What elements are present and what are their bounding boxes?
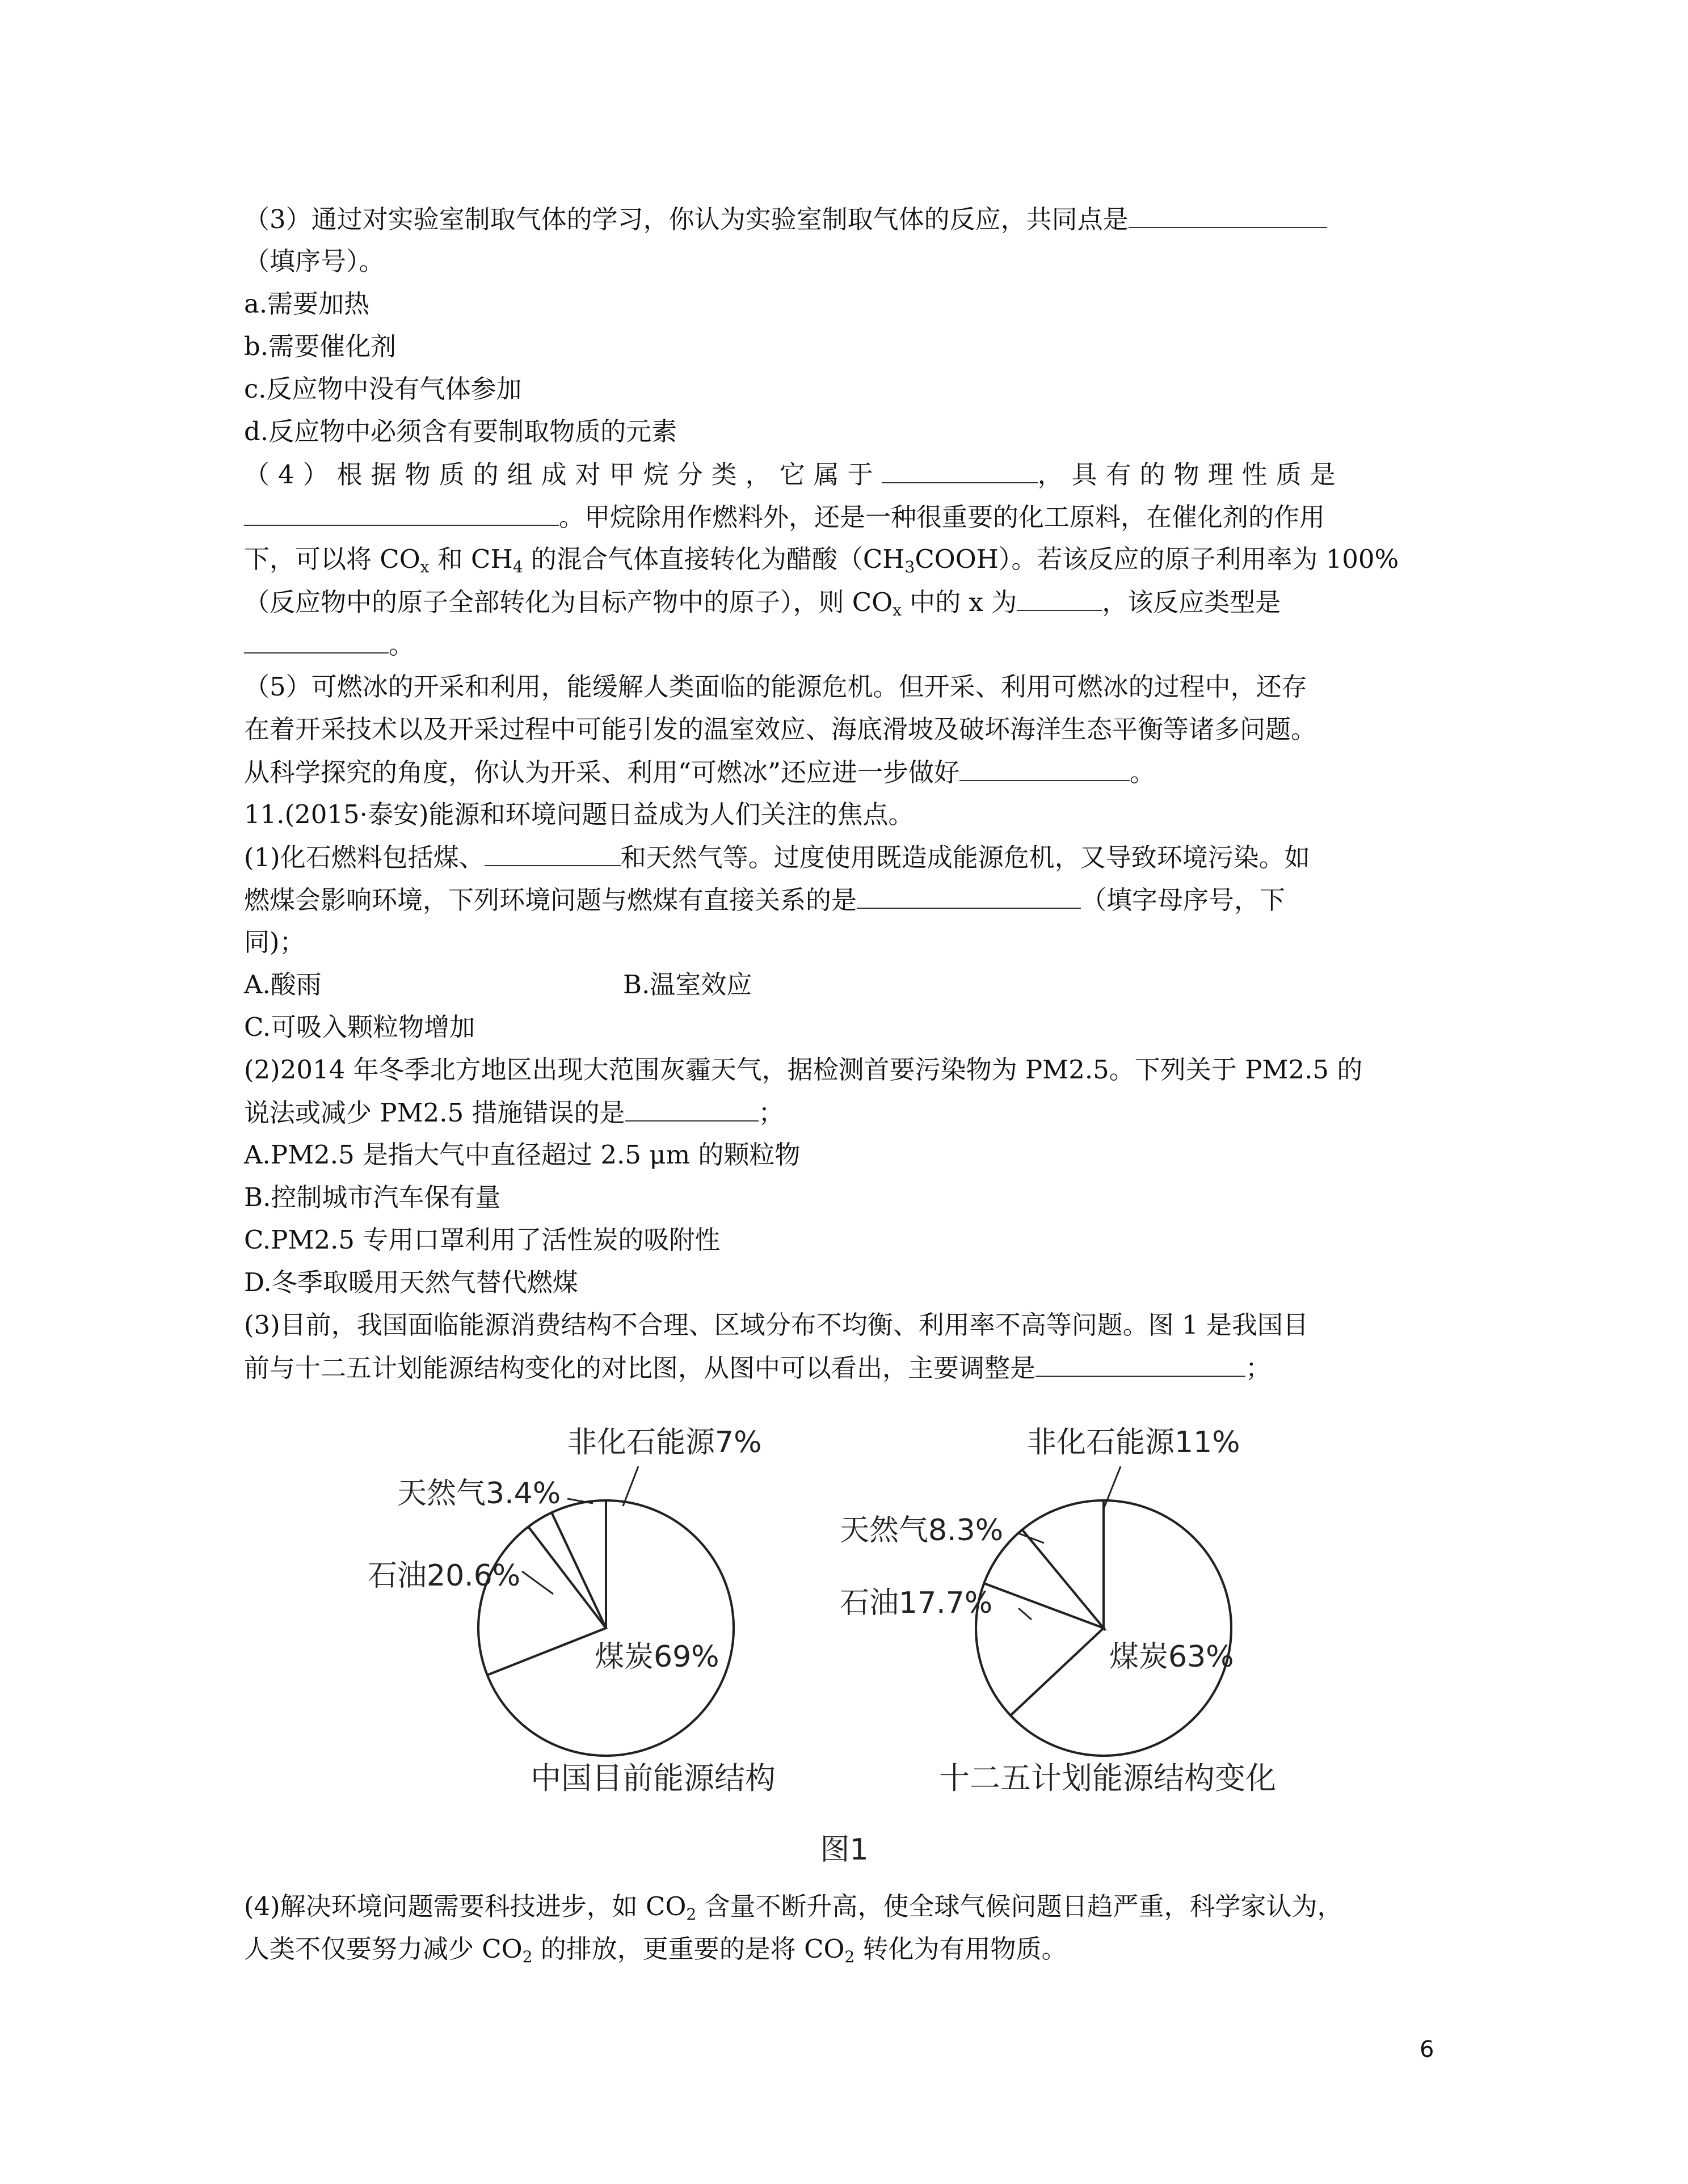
q5-answer-blank[interactable] xyxy=(959,755,1130,781)
figure-1 xyxy=(340,1401,1339,1878)
q11-p1-line-3: 同)； xyxy=(244,927,305,957)
q11-p2-line-2: 说法或减少 PM2.5 措施错误的是 ； xyxy=(244,1095,784,1130)
q4-line-1: （4）根据物质的组成对甲烷分类，它属于 ，具有的物理性质是 xyxy=(244,457,1344,492)
q11-p3-line-2: 前与十二五计划能源结构变化的对比图，从图中可以看出，主要调整是 ； xyxy=(244,1351,1271,1385)
q11-title: 11.(2015·泰安)能源和环境问题日益成为人们关注的焦点。 xyxy=(244,799,914,829)
q4-line-4: （反应物中的原子全部转化为目标产物中的原子），则 $CO_x$ 中的 x 为 ，该反应类型是 xyxy=(244,585,1281,619)
pie1-title: 中国目前能源结构 xyxy=(531,1760,776,1796)
q4-blank-x-value[interactable] xyxy=(1017,585,1102,611)
q11-blank-fossil-fuel[interactable] xyxy=(485,840,621,866)
pie2-label-nonfossil: 非化石能源11% xyxy=(1027,1426,1240,1460)
q3-line-2: （填序号）。 xyxy=(244,246,385,276)
q4-blank-classify[interactable] xyxy=(882,457,1038,483)
pie2-label-gas: 天然气8.3% xyxy=(840,1513,1004,1548)
q11-blank-pm25[interactable] xyxy=(625,1095,759,1121)
q11-p1-line-2: 燃煤会影响环境，下列环境问题与燃煤有直接关系的是 （填字母序号，下 xyxy=(244,883,1285,917)
pie-chart-12th-plan xyxy=(976,1500,1231,1756)
q3-line-1 xyxy=(244,202,1327,237)
q3-option-d: d.反应物中必须含有要制取物质的元素 xyxy=(244,416,677,446)
pie1-label-oil: 石油20.6% xyxy=(368,1559,521,1593)
q4-line-5: 。 xyxy=(244,627,414,662)
q11-p1-option-b: B.温室效应 xyxy=(623,969,752,1000)
q11-blank-adjustment[interactable] xyxy=(1035,1351,1245,1377)
q11-blank-coal-problem[interactable] xyxy=(857,883,1081,909)
pie1-label-coal: 煤炭69% xyxy=(595,1640,719,1674)
pie2-label-coal: 煤炭63% xyxy=(1109,1640,1234,1674)
q4-line-3: 下，可以将 $CO_x$ 和 $CH_4$ 的混合气体直接转化为醋酸$(CH_3COOH)$。若该反应的原子利用率为 100% xyxy=(244,544,1399,576)
q4-blank-physical-property[interactable] xyxy=(244,500,559,526)
q11-p1-line-1: (1)化石燃料包括煤、 和天然气等。过度使用既造成能源危机，又导致环境污染。如 xyxy=(244,840,1310,875)
q11-p2-option-a: A.PM2.5 是指大气中直径超过 2.5 μm 的颗粒物 xyxy=(244,1140,801,1170)
q3-option-b: b.需要催化剂 xyxy=(244,331,397,361)
q11-p2-option-c: C.PM2.5 专用口罩利用了活性炭的吸附性 xyxy=(244,1225,721,1255)
q5-line-2: 在着开采技术以及开采过程中可能引发的温室效应、海底滑坡及破坏海洋生态平衡等诸多问题。 xyxy=(244,714,1317,744)
q3-prefix: （3）通过对实验室制取气体的学习，你认为实验室制取气体的反应，共同点是 xyxy=(244,204,1129,234)
q4-line-2: 。甲烷除用作燃料外，还是一种很重要的化工原料，在催化剂的作用 xyxy=(244,500,1325,534)
q5-line-1: （5）可燃冰的开采和利用，能缓解人类面临的能源危机。但开采、利用可燃冰的过程中，还存 xyxy=(244,672,1307,702)
q11-p4-line-2: 人类不仅要努力减少 $CO_2$ 的排放，更重要的是将 $CO_2$ 转化为有用物质。 xyxy=(244,1934,1067,1966)
pie-chart-current xyxy=(478,1500,734,1756)
pie2-label-oil: 石油17.7% xyxy=(840,1586,993,1620)
q3-option-a: a.需要加热 xyxy=(244,289,370,319)
q11-p3-line-1: (3)目前，我国面临能源消费结构不合理、区域分布不均衡、利用率不高等问题。图 1 是我国目 xyxy=(244,1310,1308,1340)
pie1-label-gas: 天然气3.4% xyxy=(397,1477,561,1511)
q5-line-3: 从科学探究的角度，你认为开采、利用“可燃冰”还应进一步做好 。 xyxy=(244,755,1155,790)
q11-p2-option-d: D.冬季取暖用天然气替代燃煤 xyxy=(244,1267,578,1297)
q4-blank-reaction-type[interactable] xyxy=(244,627,389,653)
q11-p4-line-1: (4)解决环境问题需要科技进步，如 $CO_2$ 含量不断升高，使全球气候问题日趋严重，科学家认为， xyxy=(244,1891,1343,1924)
q11-p1-option-a: A.酸雨 xyxy=(244,969,322,1000)
figure-caption: 图1 xyxy=(820,1833,869,1867)
q11-p2-line-1: (2)2014 年冬季北方地区出现大范围灰霾天气，据检测首要污染物为 PM2.5。下列关于 PM2.5 的 xyxy=(244,1055,1363,1085)
q3-option-c: c.反应物中没有气体参加 xyxy=(244,374,522,404)
pie2-title: 十二五计划能源结构变化 xyxy=(939,1760,1276,1796)
page-number: 6 xyxy=(1420,2037,1434,2063)
q11-p2-option-b: B.控制城市汽车保有量 xyxy=(244,1182,501,1212)
pie1-label-nonfossil: 非化石能源7% xyxy=(567,1426,762,1460)
q3-answer-blank[interactable] xyxy=(1129,202,1327,228)
q11-p1-option-c: C.可吸入颗粒物增加 xyxy=(244,1012,475,1042)
